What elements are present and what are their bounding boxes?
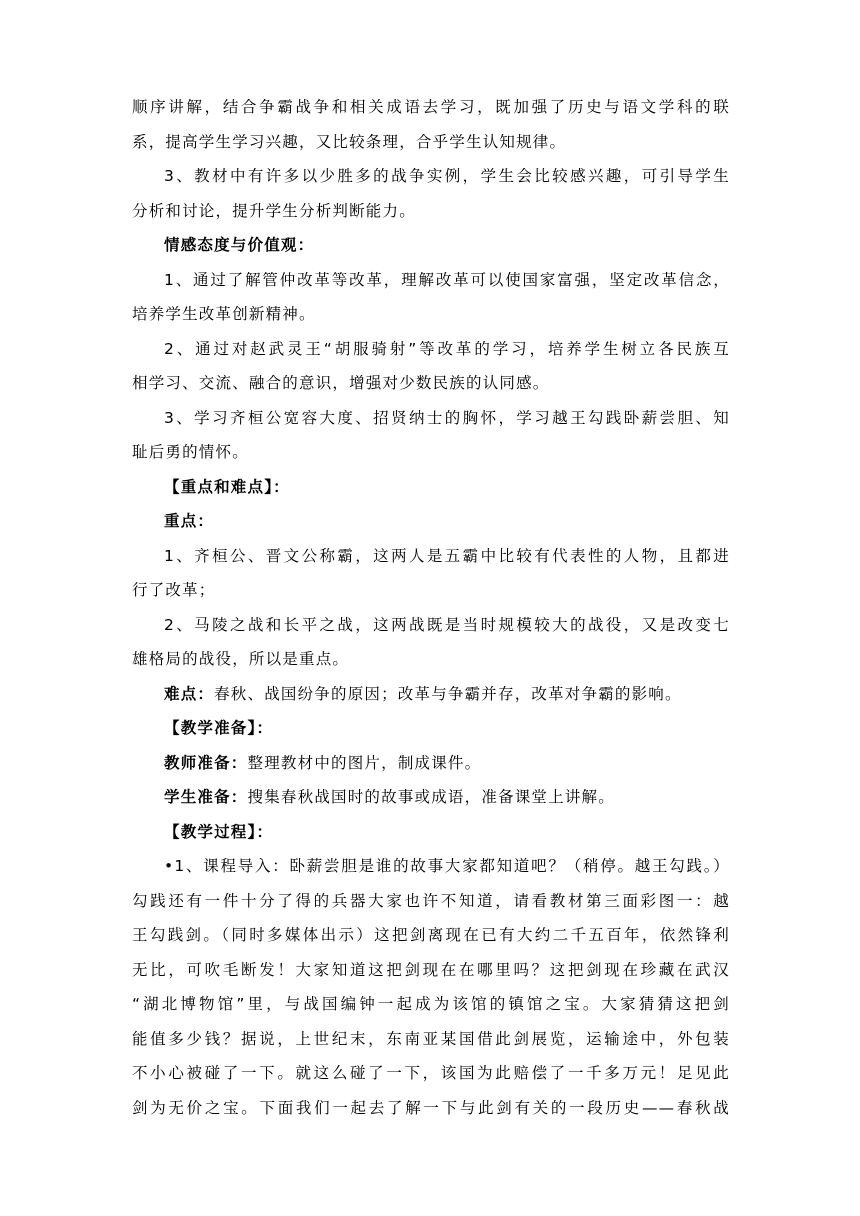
section-heading: 【教学过程】： <box>164 822 274 841</box>
text-line: 顺序讲解，结合争霸战争和相关成语去学习，既加强了历史与语文学科的联 <box>132 98 730 116</box>
line-label: 学生准备： <box>164 788 248 806</box>
text-line: 2、通过对赵武灵王“胡服骑射”等改革的学习，培养学生树立各民族互 <box>164 339 730 358</box>
text-line: 培养学生改革创新精神。 <box>132 305 316 323</box>
labeled-line <box>132 677 730 712</box>
text-line: 相学习、交流、融合的意识，增强对少数民族的认同感。 <box>132 374 550 392</box>
section-heading: 【重点和难点】： <box>164 477 290 496</box>
text-line: 系，提高学生学习兴趣，又比较条理，合乎学生认知规律。 <box>132 132 567 151</box>
line-text: 搜集春秋战国时的故事或成语，准备课堂上讲解。 <box>247 788 615 806</box>
section-heading: 重点： <box>164 512 215 530</box>
text-line: “湖北博物馆”里，与战国编钟一起成为该馆的镇馆之宝。大家猜猜这把剑 <box>132 995 730 1013</box>
text-line: 3、教材中有许多以少胜多的战争实例，学生会比较感兴趣，可引导学生 <box>164 167 730 185</box>
line-text: 整理教材中的图片，制成课件。 <box>247 753 482 772</box>
text-line: 不小心被碰了一下。就这么碰了一下，该国为此赔偿了一千多万元！足见此 <box>132 1064 730 1082</box>
section-heading: 【教学准备】： <box>164 719 274 737</box>
text-line: 王勾践剑。（同时多媒体出示）这把剑离现在已有大约二千五百年，依然锋利 <box>132 926 730 944</box>
text-line: 无比，可吹毛断发！大家知道这把剑现在在哪里吗？这把剑现在珍藏在武汉 <box>132 960 730 979</box>
text-line: 能值多少钱？据说，上世纪末，东南亚某国借此剑展览，运输途中，外包装 <box>132 1029 730 1048</box>
line-label: 教师准备： <box>164 753 248 772</box>
line-label: 难点： <box>164 684 215 703</box>
text-line: 1、齐桓公、晋文公称霸，这两人是五霸中比较有代表性的人物，且都进 <box>164 546 730 565</box>
labeled-line <box>132 780 730 815</box>
text-line: 3、学习齐桓公宽容大度、招贤纳士的胸怀，学习越王勾践卧薪尝胆、知 <box>164 408 730 427</box>
document-body <box>132 90 730 1125</box>
labeled-line <box>132 746 730 781</box>
section-heading: 情感态度与价值观： <box>164 236 315 254</box>
text-line: •1、课程导入：卧薪尝胆是谁的故事大家都知道吧？（稍停。越王勾践。） <box>164 857 730 875</box>
text-line: 耻后勇的情怀。 <box>132 443 249 461</box>
text-line: 分析和讨论，提升学生分析判断能力。 <box>132 201 416 220</box>
text-line: 剑为无价之宝。下面我们一起去了解一下与此剑有关的一段历史——春秋战 <box>132 1098 730 1117</box>
text-line: 行了改革； <box>132 581 216 599</box>
line-text: 春秋、战国纷争的原因；改革与争霸并存，改革对争霸的影响。 <box>214 684 682 703</box>
text-line: 勾践还有一件十分了得的兵器大家也许不知道，请看教材第三面彩图一：越 <box>132 891 730 910</box>
text-line: 雄格局的战役，所以是重点。 <box>132 650 350 668</box>
text-line: 2、马陵之战和长平之战，这两战既是当时规模较大的战役，又是改变七 <box>164 615 730 634</box>
text-line: 1、通过了解管仲改革等改革，理解改革可以使国家富强，坚定改革信念， <box>164 270 730 289</box>
